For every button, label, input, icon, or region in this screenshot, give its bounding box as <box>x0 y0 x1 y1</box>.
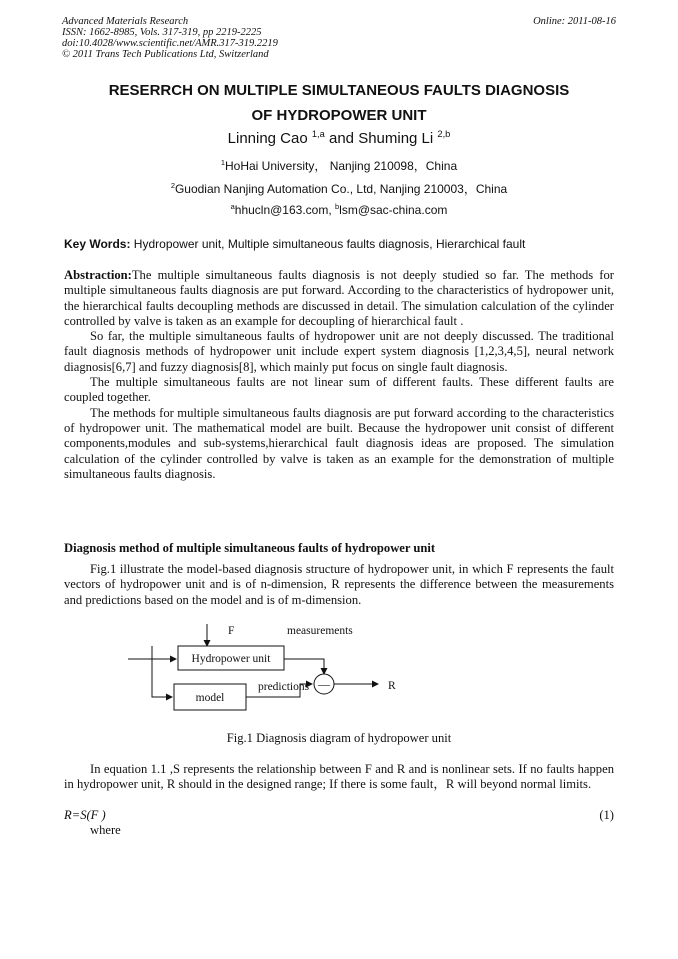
email-a-sup: a <box>230 202 235 211</box>
section-paragraph-2: In equation 1.1 ,S represents the relationship between F and R and is nonlinear sets. If no faults happen in hydropower unit, R should in the designed range; If there is some fault，R will beyond normal limits. <box>64 762 614 792</box>
author-line <box>0 130 678 147</box>
email-b-sup: b <box>335 202 340 211</box>
author-2-sup: 2,b <box>437 129 451 139</box>
abstract-label: Abstraction: <box>64 268 132 282</box>
abstract-paragraph <box>64 268 614 329</box>
affiliation-2-text: Guodian Nanjing Automation Co., Ltd, Nanjing 210003，China <box>174 182 508 196</box>
email-a: hhucln@163.com, <box>234 203 336 217</box>
where-text: where <box>90 823 121 837</box>
intro-paragraph-2: The multiple simultaneous faults are not linear sum of different faults. These different faults are coupled together. <box>64 375 614 405</box>
diagram-label-measurements: measurements <box>287 625 353 637</box>
issn-line: ISSN: 1662-8985, Vols. 317-319, pp 2219-2225 <box>62 27 262 38</box>
section-heading: Diagnosis method of multiple simultaneous faults of hydropower unit <box>64 541 436 555</box>
abstract-text: The multiple simultaneous faults diagnosis is not deeply studied so far. The methods for multiple simultaneous faults diagnosis are put forward. According to the characteristics of hydropower unit, the hierarchical faults decoupling methods are discussed in detail. The simulation calculation of the cylinder controlled by valve is taken as an example for decoupling of hierarchical fault . <box>64 268 614 328</box>
keywords-line <box>64 237 525 251</box>
intro-paragraph-1: So far, the multiple simultaneous faults of hydropower unit are not deeply discussed. The traditional fault diagnosis methods of hydropower unit include expert system diagnosis [1,2,3,4,5], neural network diagnosis[6,7] and fuzzy diagnosis[8], which mainly put focus on single fault diagnosis. <box>64 329 614 374</box>
diagram-label-r: R <box>388 680 396 692</box>
affiliation-2-sup: 2 <box>170 181 175 190</box>
journal-name: Advanced Materials Research <box>62 16 189 27</box>
equation-text: R=S(F ) <box>64 808 106 822</box>
model-label: model <box>195 692 225 704</box>
keywords-label: Key Words: <box>64 237 131 251</box>
model-input-line <box>152 646 172 697</box>
section-paragraph-1: Fig.1 illustrate the model-based diagnosis structure of hydropower unit, in which F represents the fault vectors of hydropower unit and is of n-dimension, R represents the difference between the measurements and predictions based on the model and is of m-dimension. <box>64 562 614 607</box>
affiliation-1-text: HoHai University， Nanjing 210098，China <box>225 159 458 173</box>
affiliation-1 <box>0 157 678 174</box>
paper-title-line1: RESERRCH ON MULTIPLE SIMULTANEOUS FAULTS DIAGNOSIS <box>108 82 570 99</box>
measurements-arrow <box>284 659 324 674</box>
abstract-block <box>64 268 614 482</box>
figure-caption: Fig.1 Diagnosis diagram of hydropower unit <box>226 731 452 745</box>
journal-header <box>62 16 278 60</box>
hydropower-unit-label: Hydropower unit <box>191 653 271 665</box>
author-2: Shuming Li <box>358 130 434 147</box>
email-b: lsm@sac-china.com <box>339 203 448 217</box>
author-1: Linning Cao <box>227 130 308 147</box>
diagram-label-f: F <box>228 625 235 637</box>
intro-paragraph-3: The methods for multiple simultaneous faults diagnosis are put forward according to the characteristics of hydropower unit. The mathematical model are built. Because the hydropower unit consist of different components,modules and sub-systems,hierarchical fault diagnosis ideas are proposed. The simulation calculation of the cylinder controlled by valve is taken as an example for the demonstration of multiple simultaneous faults diagnosis. <box>64 405 614 481</box>
copyright-line: © 2011 Trans Tech Publications Ltd, Switzerland <box>62 49 269 60</box>
paper-title-line2: OF HYDROPOWER UNIT <box>251 107 427 124</box>
equation-1 <box>64 808 614 823</box>
affiliation-1-sup: 1 <box>220 158 225 167</box>
equation-number: (1) <box>599 808 614 822</box>
online-date: Online: 2011-08-16 <box>533 16 616 27</box>
author-1-sup: 1,a <box>311 129 325 139</box>
doi-line: doi:10.4028/www.scientific.net/AMR.317-319.2219 <box>62 38 278 49</box>
diagram-label-predictions: predictions <box>258 681 310 693</box>
author-and: and <box>328 130 355 147</box>
email-line <box>0 203 678 217</box>
affiliation-2 <box>0 180 678 197</box>
diagnosis-diagram <box>0 618 678 718</box>
keywords-text: Hydropower unit, Multiple simultaneous faults diagnosis, Hierarchical fault <box>130 237 526 251</box>
minus-sign: — <box>318 677 330 691</box>
